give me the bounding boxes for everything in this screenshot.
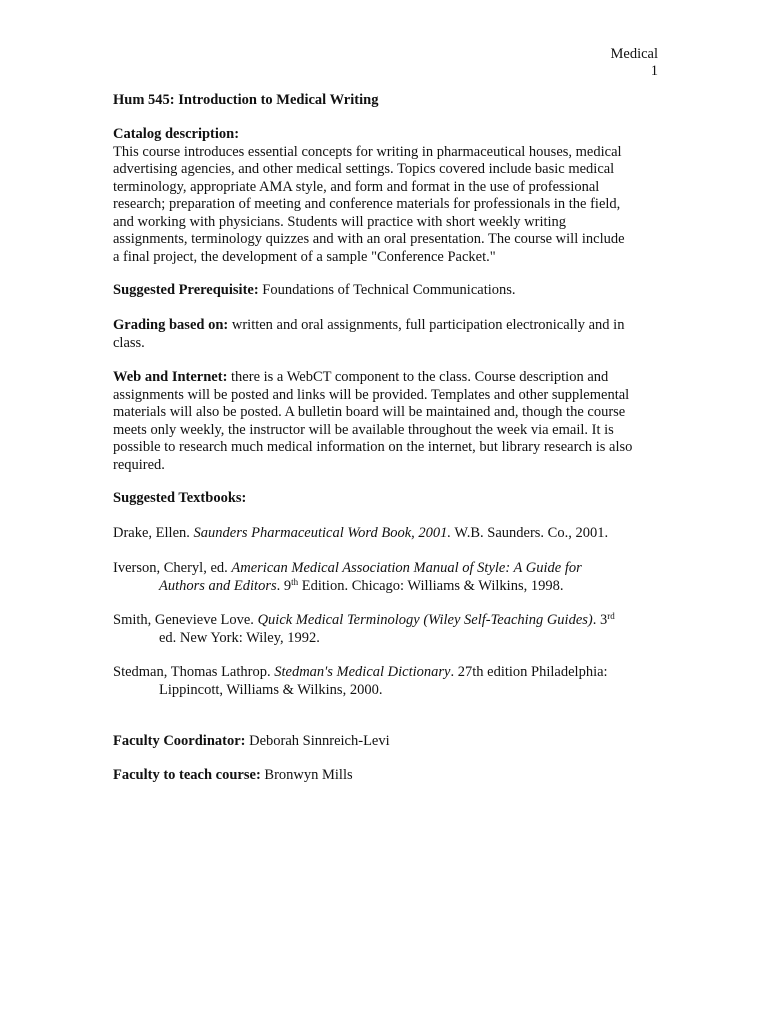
textbooks-heading-block <box>113 490 673 508</box>
course-title-block <box>113 92 673 110</box>
smith-publisher: ed. New York: Wiley, 1992. <box>159 629 320 646</box>
smith-edition: . 3 <box>592 612 608 628</box>
faculty-coordinator-name: Deborah Sinnreich-Levi <box>245 733 390 749</box>
faculty-teach-name: Bronwyn Mills <box>260 767 353 783</box>
smith-title: Quick Medical Terminology (Wiley Self-Teaching Guides) <box>257 612 593 628</box>
iverson-publisher: Edition. Chicago: Williams & Wilkins, 1998. <box>298 577 564 594</box>
drake-title: Saunders Pharmaceutical Word Book, 2001. <box>193 525 452 541</box>
smith-author: Smith, Genevieve Love. <box>113 612 258 628</box>
catalog-line: a final project, the development of a sample "Conference Packet." <box>113 248 496 265</box>
catalog-line: This course introduces essential concepts for writing in pharmaceutical houses, medical <box>113 143 622 160</box>
web-first-line: there is a WebCT component to the class. Course description and <box>227 369 609 385</box>
faculty-teach-section <box>113 767 673 785</box>
prerequisite-text: Foundations of Technical Communications. <box>258 282 516 298</box>
smith-edition-suffix: rd <box>607 611 615 621</box>
grading-label: Grading based on: <box>113 317 229 333</box>
web-line: possible to research much medical information on the internet, but library research is also <box>113 439 633 455</box>
web-label: Web and Internet: <box>113 369 228 385</box>
textbooks-heading: Suggested Textbooks: <box>113 490 247 506</box>
faculty-coordinator-section <box>113 733 673 751</box>
drake-author: Drake, Ellen. <box>113 525 194 541</box>
grading-section <box>113 317 673 352</box>
catalog-line: research; preparation of meeting and conference materials for professionals in the field, <box>113 196 621 212</box>
reference-iverson <box>113 560 673 595</box>
reference-drake <box>113 525 673 543</box>
stedman-edition: . 27th edition Philadelphia: <box>450 664 608 680</box>
faculty-coordinator-label: Faculty Coordinator: <box>113 733 246 749</box>
page-number: 1 <box>650 63 658 79</box>
catalog-heading: Catalog description: <box>113 126 240 142</box>
grading-text-continued: class. <box>113 334 145 351</box>
reference-smith <box>113 612 673 647</box>
iverson-author: Iverson, Cheryl, ed. <box>113 560 232 576</box>
web-line: required. <box>113 456 165 473</box>
web-line: assignments will be posted and links will be provided. Templates and other supplemental <box>113 386 630 403</box>
catalog-description-section <box>113 126 673 266</box>
faculty-teach-label: Faculty to teach course: <box>113 767 261 783</box>
drake-publisher: W.B. Saunders. Co., 2001. <box>451 525 609 541</box>
page-header <box>610 46 658 80</box>
iverson-edition: . 9 <box>276 577 292 594</box>
web-internet-section <box>113 369 673 474</box>
reference-stedman <box>113 664 673 699</box>
stedman-publisher: Lippincott, Williams & Wilkins, 2000. <box>159 681 383 698</box>
running-head: Medical <box>610 46 658 62</box>
iverson-title-continued: Authors and Editors <box>159 577 277 594</box>
catalog-line: terminology, appropriate AMA style, and form and format in the use of professional <box>113 178 600 195</box>
stedman-title: Stedman's Medical Dictionary <box>274 664 451 680</box>
prerequisite-label: Suggested Prerequisite: <box>113 282 259 298</box>
web-line: materials will also be posted. A bulletin board will be maintained and, though the course <box>113 404 626 420</box>
course-title: Hum 545: Introduction to Medical Writing <box>113 92 379 108</box>
iverson-edition-suffix: th <box>291 576 299 587</box>
stedman-author: Stedman, Thomas Lathrop. <box>113 664 275 680</box>
iverson-title: American Medical Association Manual of Style: A Guide for <box>231 560 582 576</box>
catalog-line: assignments, terminology quizzes and with an oral presentation. The course will include <box>113 231 625 247</box>
web-line: meets only weekly, the instructor will be available throughout the week via email. It is <box>113 421 614 438</box>
prerequisite-section <box>113 282 673 300</box>
catalog-line: advertising agencies, and other medical settings. Topics covered include basic medical <box>113 161 615 177</box>
grading-text: written and oral assignments, full participation electronically and in <box>228 317 625 333</box>
catalog-line: and working with physicians. Students will practice with short weekly writing <box>113 213 567 230</box>
